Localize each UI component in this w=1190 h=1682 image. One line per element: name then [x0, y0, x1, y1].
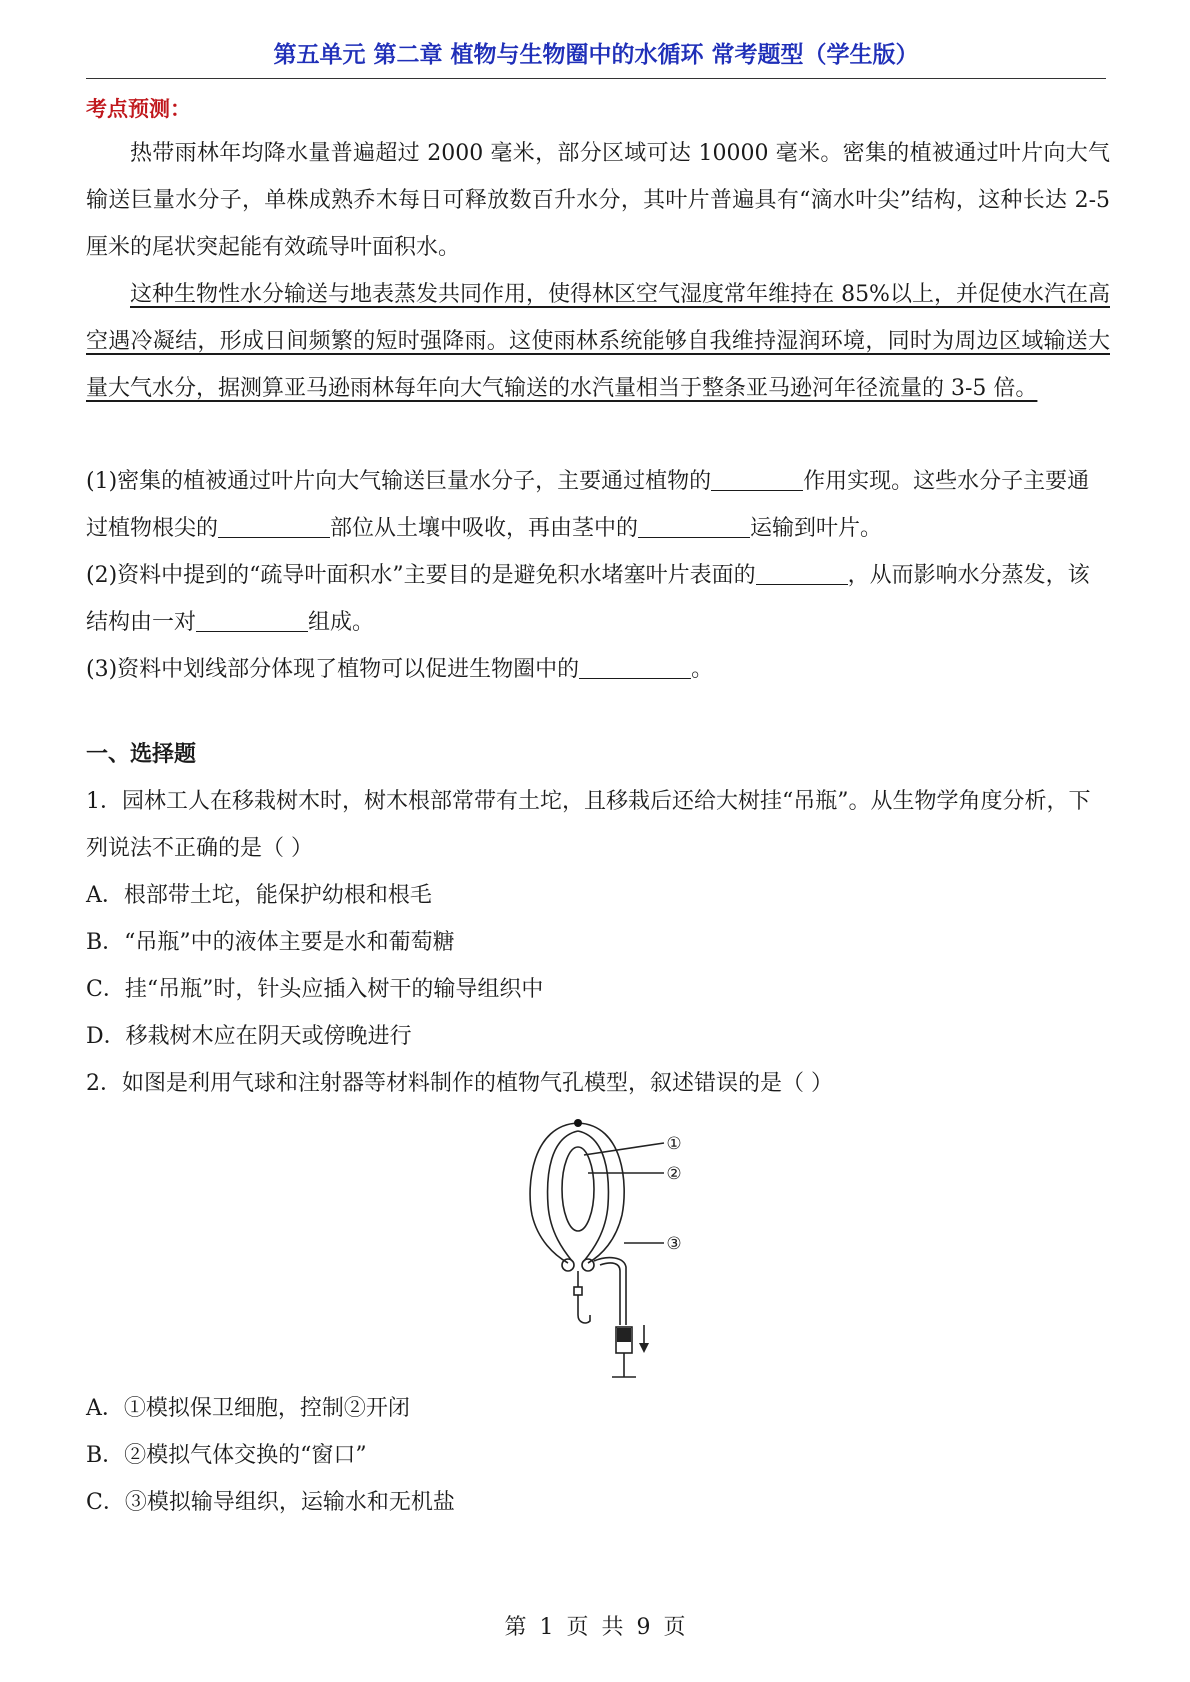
balloon-top-knot — [574, 1119, 582, 1127]
q2-blank-2[interactable] — [196, 605, 308, 632]
mc2-option-a: A．①模拟保卫细胞，控制②开闭 — [86, 1396, 410, 1421]
header-divider — [86, 78, 1106, 79]
q1-text-a: (1)密集的植被通过叶片向大气输送巨量水分子，主要通过植物的 — [86, 469, 712, 494]
connector-left — [562, 1259, 574, 1271]
kaodian-label: 考点预测： — [86, 96, 191, 121]
section-title: 一、选择题 — [86, 741, 197, 767]
q2-text-a: (2)资料中提到的“疏导叶面积水”主要目的是避免积水堵塞叶片表面的 — [86, 563, 756, 588]
question-1 — [86, 458, 1110, 552]
page-number: 第 1 页 共 9 页 — [504, 1615, 686, 1640]
syringe-fluid — [617, 1328, 631, 1342]
q1-blank-3[interactable] — [638, 511, 750, 538]
label-3: ③ — [666, 1234, 682, 1254]
mc2-option-b: B．②模拟气体交换的“窗口” — [86, 1443, 367, 1468]
spacer — [86, 412, 1110, 458]
page-header-title: 第五单元 第二章 植物与生物圈中的水循环 常考题型（学生版） — [273, 41, 919, 68]
connector-valve — [574, 1287, 582, 1295]
material-paragraph-2-underlined: 这种生物性水分输送与地表蒸发共同作用，使得林区空气湿度常年维持在 85%以上，并促使水汽在高空遇冷凝结，形成日间频繁的短时强降雨。这使雨林系统能够自我维持湿润环境，同时为周边区域输送大量大气水分，据测算亚马逊雨林每年向大气输送的水汽量相当于整条亚马逊河年径流量的 3-5 倍。 — [86, 282, 1110, 401]
stomata-model-figure — [86, 1115, 1110, 1385]
down-arrow-icon — [639, 1343, 649, 1353]
stomata-model-diagram — [516, 1115, 696, 1385]
page-content — [86, 94, 1110, 1526]
q2-text-b: ，从而影响水分蒸发，该结构由一对 — [86, 563, 1090, 635]
q1-text-b: 作用实现。这些水分子主要通过植物根尖的 — [86, 469, 1090, 541]
stoma-opening — [562, 1147, 594, 1231]
mc1-option-b: B．“吊瓶”中的液体主要是水和葡萄糖 — [86, 930, 455, 955]
q1-text-c: 部位从土壤中吸收，再由茎中的 — [330, 516, 639, 541]
mc1-option-c: C．挂“吊瓶”时，针头应插入树干的输导组织中 — [86, 977, 544, 1002]
q3-text-a: (3)资料中划线部分体现了植物可以促进生物圈中的 — [86, 657, 580, 682]
label-1: ① — [666, 1134, 682, 1154]
mc2-stem: 2．如图是利用气球和注射器等材料制作的植物气孔模型，叙述错误的是（ ） — [86, 1071, 833, 1096]
q3-text-b: 。 — [691, 657, 714, 682]
q1-blank-2[interactable] — [218, 511, 330, 538]
syringe-plunger — [612, 1353, 636, 1377]
guard-cell-inner-edge — [548, 1131, 609, 1261]
q1-blank-1[interactable] — [711, 464, 803, 491]
guard-cell-balloon-outline — [530, 1123, 624, 1263]
tube-inner — [600, 1263, 620, 1325]
mc1-option-d: D．移栽树木应在阴天或傍晚进行 — [86, 1024, 412, 1049]
leader-line-1 — [584, 1143, 664, 1155]
label-2: ② — [666, 1164, 682, 1184]
question-2 — [86, 552, 1110, 646]
material-paragraph-1: 热带雨林年均降水量普遍超过 2000 毫米，部分区域可达 10000 毫米。密集的植被通过叶片向大气输送巨量水分子，单株成熟乔木每日可释放数百升水分，其叶片普遍具有“滴水叶尖”结构，这种长达 2-5 厘米的尾状突起能有效疏导叶面积水。 — [86, 141, 1110, 260]
q1-text-d: 运输到叶片。 — [750, 516, 883, 541]
mc1-stem: 1．园林工人在移栽树木时，树木根部常带有土坨，且移栽后还给大树挂“吊瓶”。从生物学角度分析，下列说法不正确的是（ ） — [86, 789, 1091, 861]
q2-blank-1[interactable] — [756, 558, 848, 585]
mc2-option-c: C．③模拟输导组织，运输水和无机盐 — [86, 1490, 455, 1515]
mc1-option-a: A．根部带土坨，能保护幼根和根毛 — [86, 883, 432, 908]
q3-blank-1[interactable] — [579, 652, 691, 679]
question-3 — [86, 646, 1110, 693]
q2-text-c: 组成。 — [308, 610, 375, 635]
connector-right — [582, 1259, 594, 1271]
